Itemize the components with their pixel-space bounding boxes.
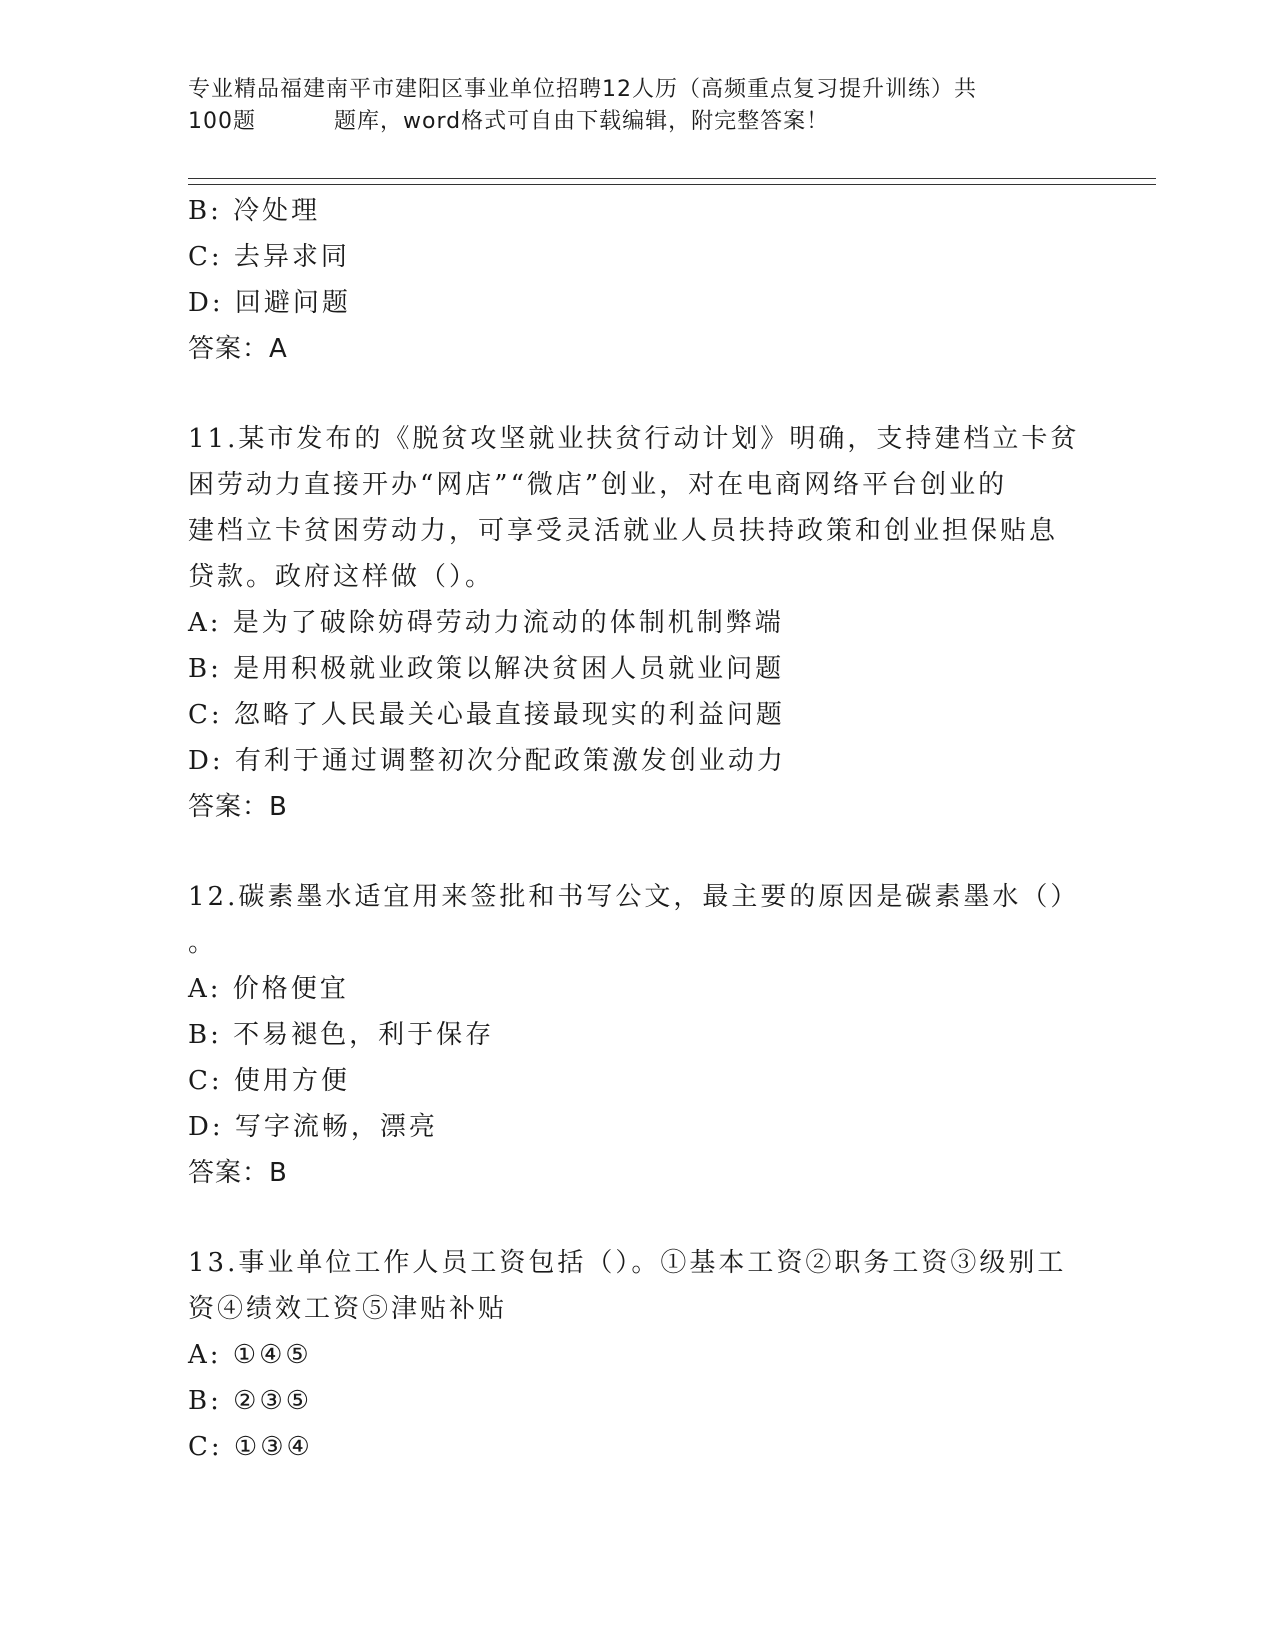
question-text-line: 困劳动力直接开办“网店”“微店”创业，对在电商网络平台创业的 [188,470,1008,500]
question-13 [188,1240,1088,1470]
option-b: B: 冷处理 [188,196,321,226]
answer-line: 答案：A [188,334,288,364]
document-header [188,74,1088,138]
option-a: A: ①④⑤ [188,1340,312,1370]
question-text-line: 13.事业单位工作人员工资包括（）。①基本工资②职务工资③级别工 [188,1248,1067,1278]
option-b: B: 不易褪色，利于保存 [188,1020,495,1050]
question-11 [188,416,1088,830]
option-c: C: 忽略了人民最关心最直接最现实的利益问题 [188,700,785,730]
option-d: D: 回避问题 [188,288,351,318]
option-a: A: 是为了破除妨碍劳动力流动的体制机制弊端 [188,608,784,638]
question-text-line: 建档立卡贫困劳动力，可享受灵活就业人员扶持政策和创业担保贴息 [188,516,1059,546]
question-10-continued [188,188,1088,372]
answer-line: 答案：B [188,1158,288,1188]
question-text-line: 贷款。政府这样做（）。 [188,562,495,592]
option-d: D: 有利于通过调整初次分配政策激发创业动力 [188,746,786,776]
answer-line: 答案：B [188,792,288,822]
option-b: B: ②③⑤ [188,1386,313,1416]
question-12 [188,874,1088,1196]
option-c: C: 去异求同 [188,242,350,272]
option-c: C: 使用方便 [188,1066,350,1096]
header-title-line-1: 专业精品福建南平市建阳区事业单位招聘12人历（高频重点复习提升训练）共 [188,77,977,102]
header-question-count: 100题 [188,109,256,134]
question-text-line: 资④绩效工资⑤津贴补贴 [188,1294,508,1324]
option-b: B: 是用积极就业政策以解决贫困人员就业问题 [188,654,785,684]
header-divider-top [188,178,1156,179]
option-d: D: 写字流畅，漂亮 [188,1112,438,1142]
header-subtitle: 题库，word格式可自由下载编辑，附完整答案！ [334,109,830,134]
question-text-line: 12.碳素墨水适宜用来签批和书写公文，最主要的原因是碳素墨水（） [188,882,1080,912]
question-text-line: 11.某市发布的《脱贫攻坚就业扶贫行动计划》明确，支持建档立卡贫 [188,424,1080,454]
header-title-line-2 [188,106,1088,138]
header-divider-bottom [188,184,1156,185]
option-c: C: ①③④ [188,1432,313,1462]
option-a: A: 价格便宜 [188,974,349,1004]
document-content [188,188,1088,1470]
question-text-line: 。 [188,928,218,958]
